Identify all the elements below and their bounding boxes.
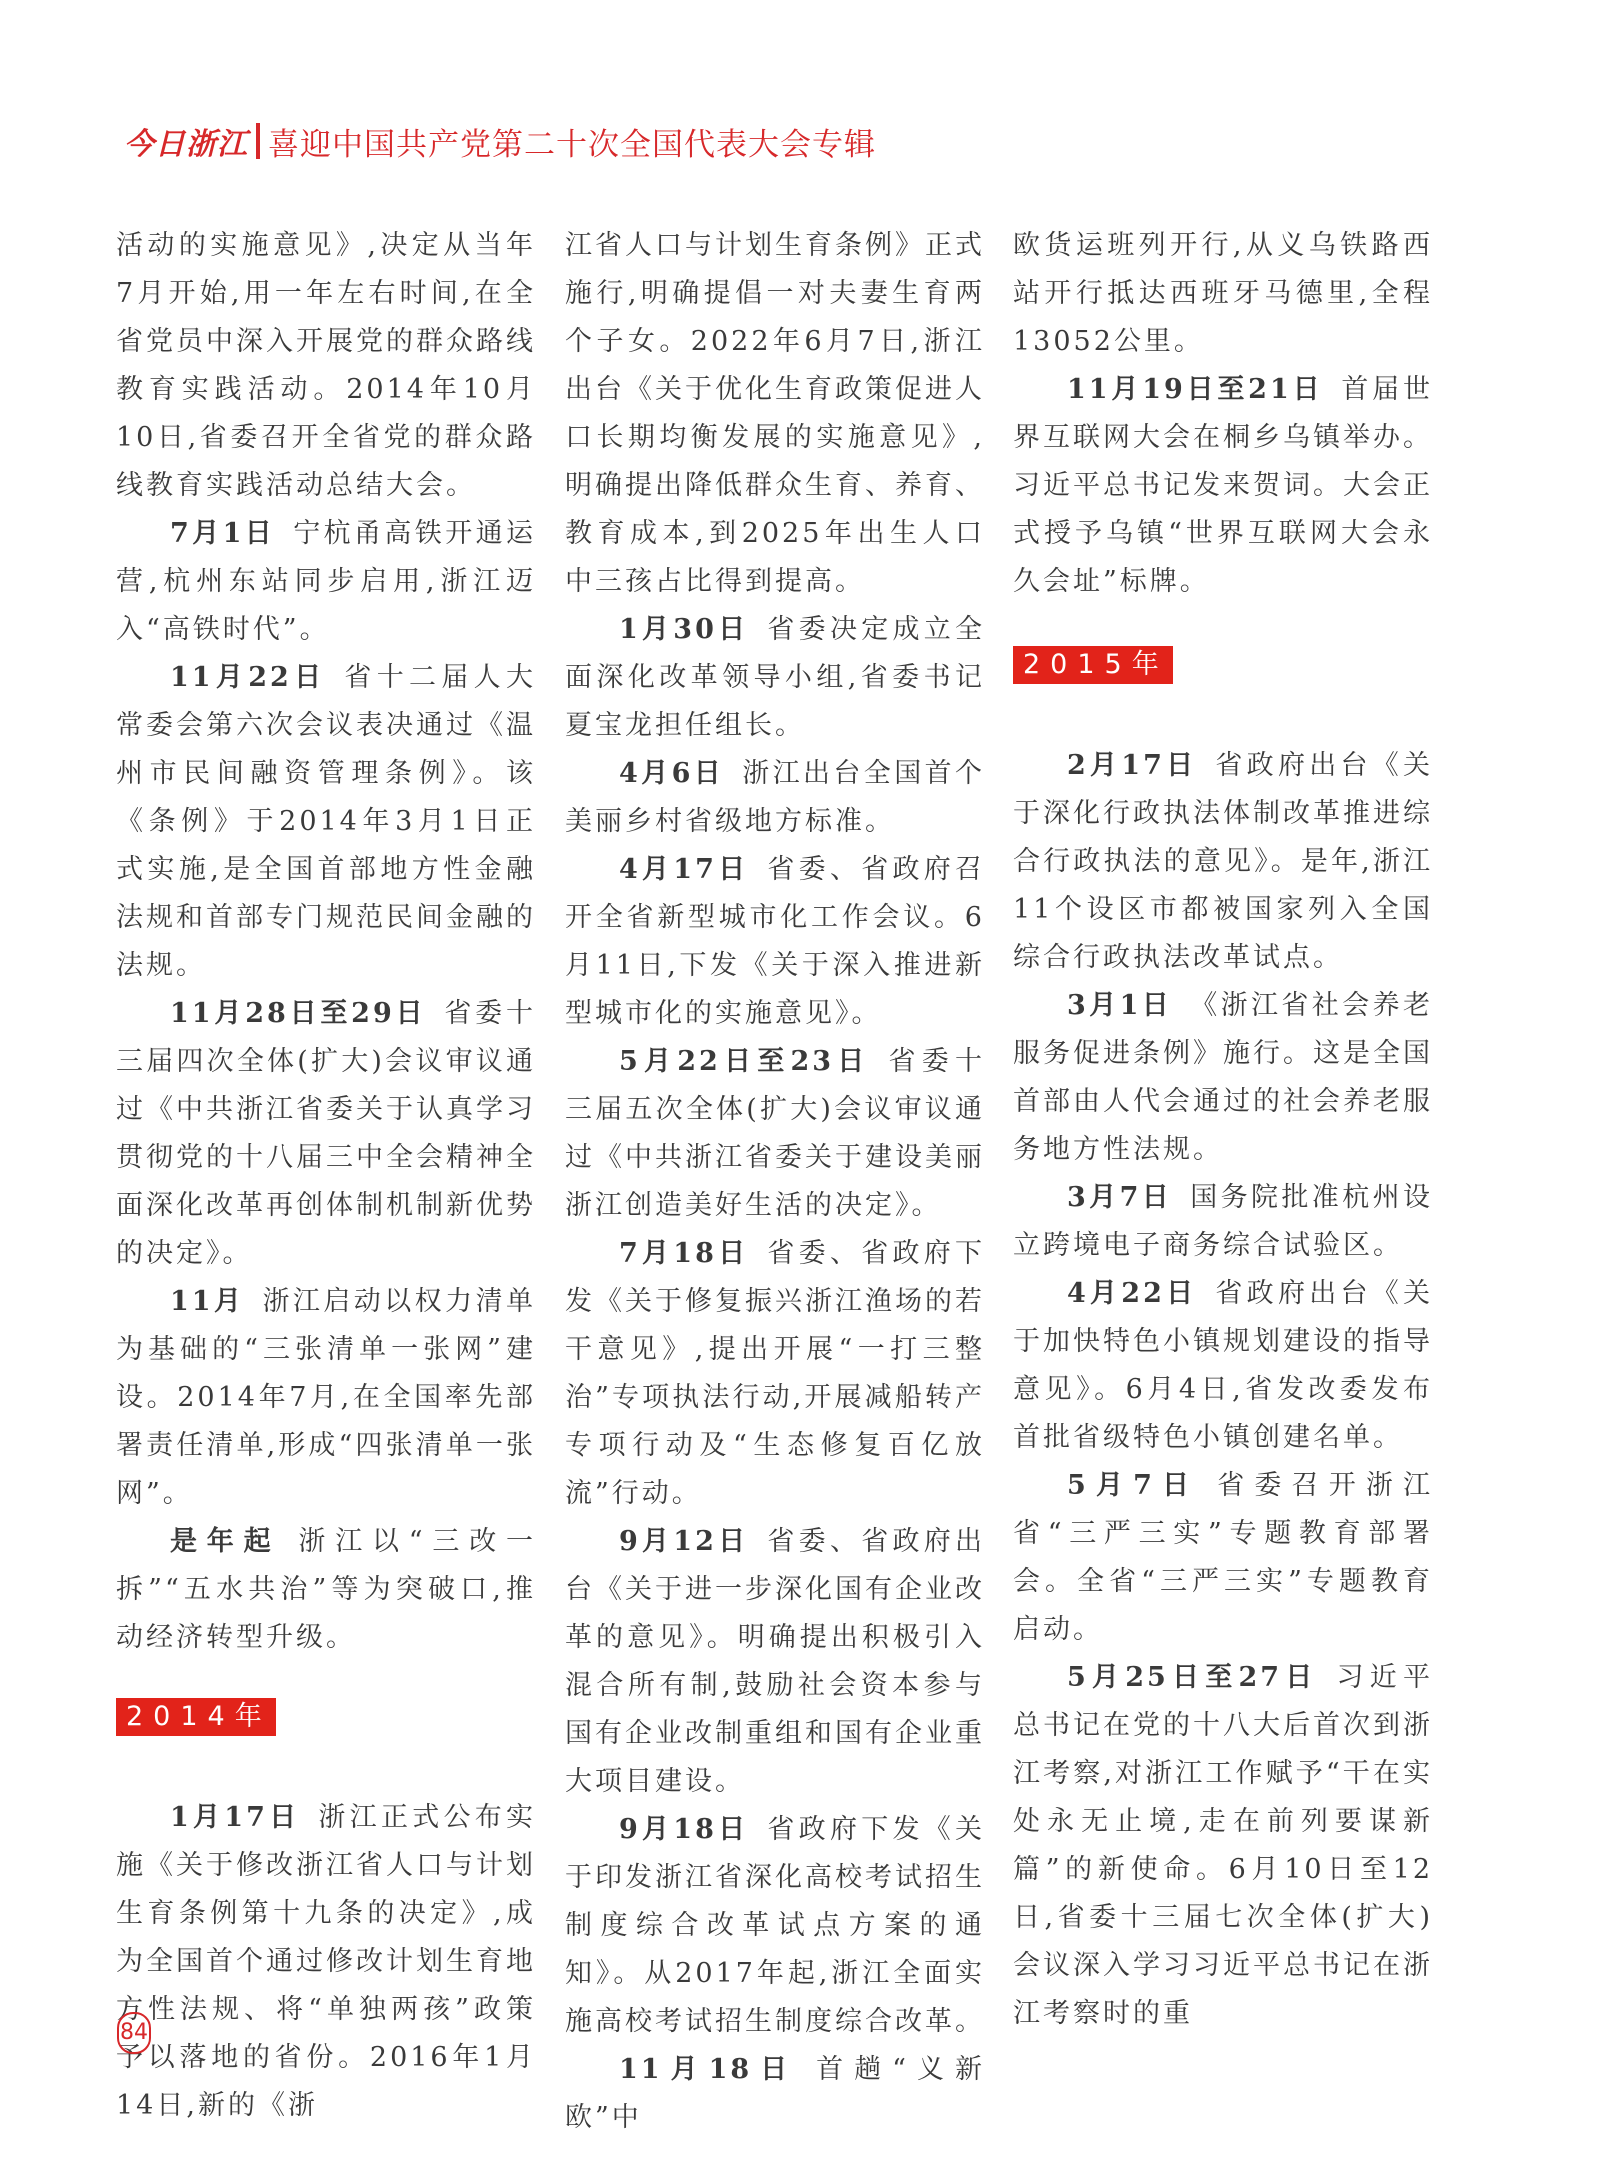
- entry-text: 浙江以“三改一拆”“五水共治”等为突破口,推动经济转型升级。: [116, 1526, 537, 1653]
- entry-text: 浙江出台全国首个美丽乡村省级地方标准。: [565, 758, 986, 837]
- entry-date: 4月6日: [619, 758, 725, 789]
- chronicle-entry: [116, 1278, 536, 1518]
- series-title: 喜迎中国共产党第二十次全国代表大会专辑: [268, 126, 876, 163]
- entry-text: 宁杭甬高铁开通运营,杭州东站同步启用,浙江迈入“高铁时代”。: [116, 518, 537, 645]
- entry-text: 省委、省政府出台《关于进一步深化国有企业改革的意见》。明确提出积极引入混合所有制,鼓励社会资本参与国有企业改制重组和国有企业重大项目建设。: [565, 1526, 985, 1797]
- entry-text: 浙江启动以权力清单为基础的“三张清单一张网”建设。2014年7月,在全国率先部署责任清单,形成“四张清单一张网”。: [116, 1286, 537, 1509]
- chronicle-entry: [565, 606, 985, 750]
- entry-date: 9月18日: [619, 1814, 750, 1845]
- chronicle-entry: [1013, 742, 1433, 982]
- chronicle-entry: [1013, 1174, 1433, 1270]
- entry-text: 省十二届人大常委会第六次会议表决通过《温州市民间融资管理条例》。该《条例》于2014年3月1日正式实施,是全国首部地方性金融法规和首部专门规范民间金融的法规。: [116, 662, 537, 981]
- entry-text: 省委、省政府召开全省新型城市化工作会议。6月11日,下发《关于深入推进新型城市化的实施意见》。: [565, 854, 985, 1029]
- entry-date: 11月22日: [170, 662, 327, 693]
- entry-date: 3月7日: [1067, 1182, 1173, 1213]
- entry-text: 省委十三届五次全体(扩大)会议审议通过《中共浙江省委关于建设美丽浙江创造美好生活的决定》。: [565, 1046, 986, 1221]
- year-heading-2014: 2014年: [116, 1698, 276, 1736]
- header-divider: [256, 123, 260, 159]
- chronicle-entry: [565, 1038, 985, 1230]
- entry-text: 省委决定成立全面深化改革领导小组,省委书记夏宝龙担任组长。: [565, 614, 985, 741]
- entry-date: 11月: [170, 1286, 245, 1317]
- entry-date: 4月22日: [1067, 1278, 1198, 1309]
- entry-text: 省政府出台《关于加快特色小镇规划建设的指导意见》。6月4日,省发改委发布首批省级特色小镇创建名单。: [1013, 1278, 1433, 1453]
- entry-text: 浙江正式公布实施《关于修改浙江省人口与计划生育条例第十九条的决定》,成为全国首个通过修改计划生育地方性法规、将“单独两孩”政策予以落地的省份。2016年1月14日,新的《浙: [116, 1802, 536, 2121]
- entry-text: 首趟“义新欧”中: [565, 2054, 985, 2133]
- entry-text: 国务院批准杭州设立跨境电子商务综合试验区。: [1013, 1182, 1434, 1261]
- paragraph: 欧货运班列开行,从义乌铁路西站开行抵达西班牙马德里,全程13052公里。: [1013, 230, 1433, 357]
- entry-text: 《浙江省社会养老服务促进条例》施行。这是全国首部由人代会通过的社会养老服务地方性法规。: [1013, 990, 1434, 1165]
- entry-date: 1月17日: [170, 1802, 301, 1833]
- entry-text: 首届世界互联网大会在桐乡乌镇举办。习近平总书记发来贺词。大会正式授予乌镇“世界互联网大会永久会址”标牌。: [1013, 374, 1433, 597]
- chronicle-entry: [116, 990, 536, 1278]
- chronicle-entry: [565, 1806, 985, 2046]
- entry-date: 11月19日至21日: [1067, 374, 1324, 405]
- entry-text: 省政府出台《关于深化行政执法体制改革推进综合行政执法的意见》。是年,浙江11个设区市都被国家列入全国综合行政执法改革试点。: [1013, 750, 1433, 973]
- entry-text: 习近平总书记在党的十八大后首次到浙江考察,对浙江工作赋予“干在实处永无止境,走在前列要谋新篇”的新使命。6月10日至12日,省委十三届七次全体(扩大)会议深入学习习近平总书记在浙江考察时的重: [1013, 1662, 1434, 2029]
- page-number: 84: [117, 2012, 151, 2054]
- entry-date: 4月17日: [619, 854, 750, 885]
- entry-date: 是年起: [170, 1526, 281, 1557]
- entry-date: 11月28日至29日: [170, 998, 427, 1029]
- chronicle-entry: [565, 846, 985, 1038]
- entry-date: 3月1日: [1067, 990, 1173, 1021]
- entry-date: 7月1日: [170, 518, 276, 549]
- paragraph: 活动的实施意见》,决定从当年7月开始,用一年左右时间,在全省党员中深入开展党的群众路线教育实践活动。2014年10月10日,省委召开全省党的群众路线教育实践活动总结大会。: [116, 230, 536, 501]
- entry-text: 省委十三届四次全体(扩大)会议审议通过《中共浙江省委关于认真学习贯彻党的十八届三中全会精神全面深化改革再创体制机制新优势的决定》。: [116, 998, 536, 1269]
- chronicle-entry: [116, 510, 536, 654]
- text-column-1: [116, 222, 536, 2130]
- entry-text: 省委、省政府下发《关于修复振兴浙江渔场的若干意见》,提出开展“一打三整治”专项执法行动,开展减船转产专项行动及“生态修复百亿放流”行动。: [565, 1238, 985, 1509]
- chronicle-entry: [1013, 1654, 1433, 2038]
- entry-date: 5月7日: [1067, 1470, 1200, 1501]
- chronicle-entry: [565, 1518, 985, 1806]
- entry-date: 5月22日至23日: [619, 1046, 871, 1077]
- entry-text: 省政府下发《关于印发浙江省深化高校考试招生制度综合改革试点方案的通知》。从2017年起,浙江全面实施高校考试招生制度综合改革。: [565, 1814, 985, 2037]
- year-heading-2015: 2015年: [1013, 646, 1173, 684]
- chronicle-entry: [116, 1794, 536, 2130]
- paragraph: 江省人口与计划生育条例》正式施行,明确提倡一对夫妻生育两个子女。2022年6月7日,浙江出台《关于优化生育政策促进人口长期均衡发展的实施意见》,明确提出降低群众生育、养育、教育成本,到2025年出生人口中三孩占比得到提高。: [565, 230, 985, 597]
- entry-text: 省委召开浙江省“三严三实”专题教育部署会。全省“三严三实”专题教育启动。: [1013, 1470, 1434, 1645]
- page-header: [124, 118, 876, 164]
- chronicle-entry: [565, 2046, 985, 2142]
- entry-date: 2月17日: [1067, 750, 1198, 781]
- chronicle-entry: [116, 654, 536, 990]
- text-column-2: [565, 222, 985, 2142]
- magazine-logo: 今日浙江: [124, 127, 248, 162]
- chronicle-entry: [1013, 1270, 1433, 1462]
- chronicle-entry: [565, 750, 985, 846]
- text-column-3: [1013, 222, 1433, 2038]
- chronicle-entry: [1013, 982, 1433, 1174]
- chronicle-entry: [1013, 366, 1433, 606]
- chronicle-entry: [116, 1518, 536, 1662]
- chronicle-entry: [1013, 1462, 1433, 1654]
- entry-date: 11月18日: [619, 2054, 799, 2085]
- entry-date: 1月30日: [619, 614, 750, 645]
- entry-date: 5月25日至27日: [1067, 1662, 1319, 1693]
- chronicle-entry: [565, 1230, 985, 1518]
- entry-date: 7月18日: [619, 1238, 750, 1269]
- entry-date: 9月12日: [619, 1526, 750, 1557]
